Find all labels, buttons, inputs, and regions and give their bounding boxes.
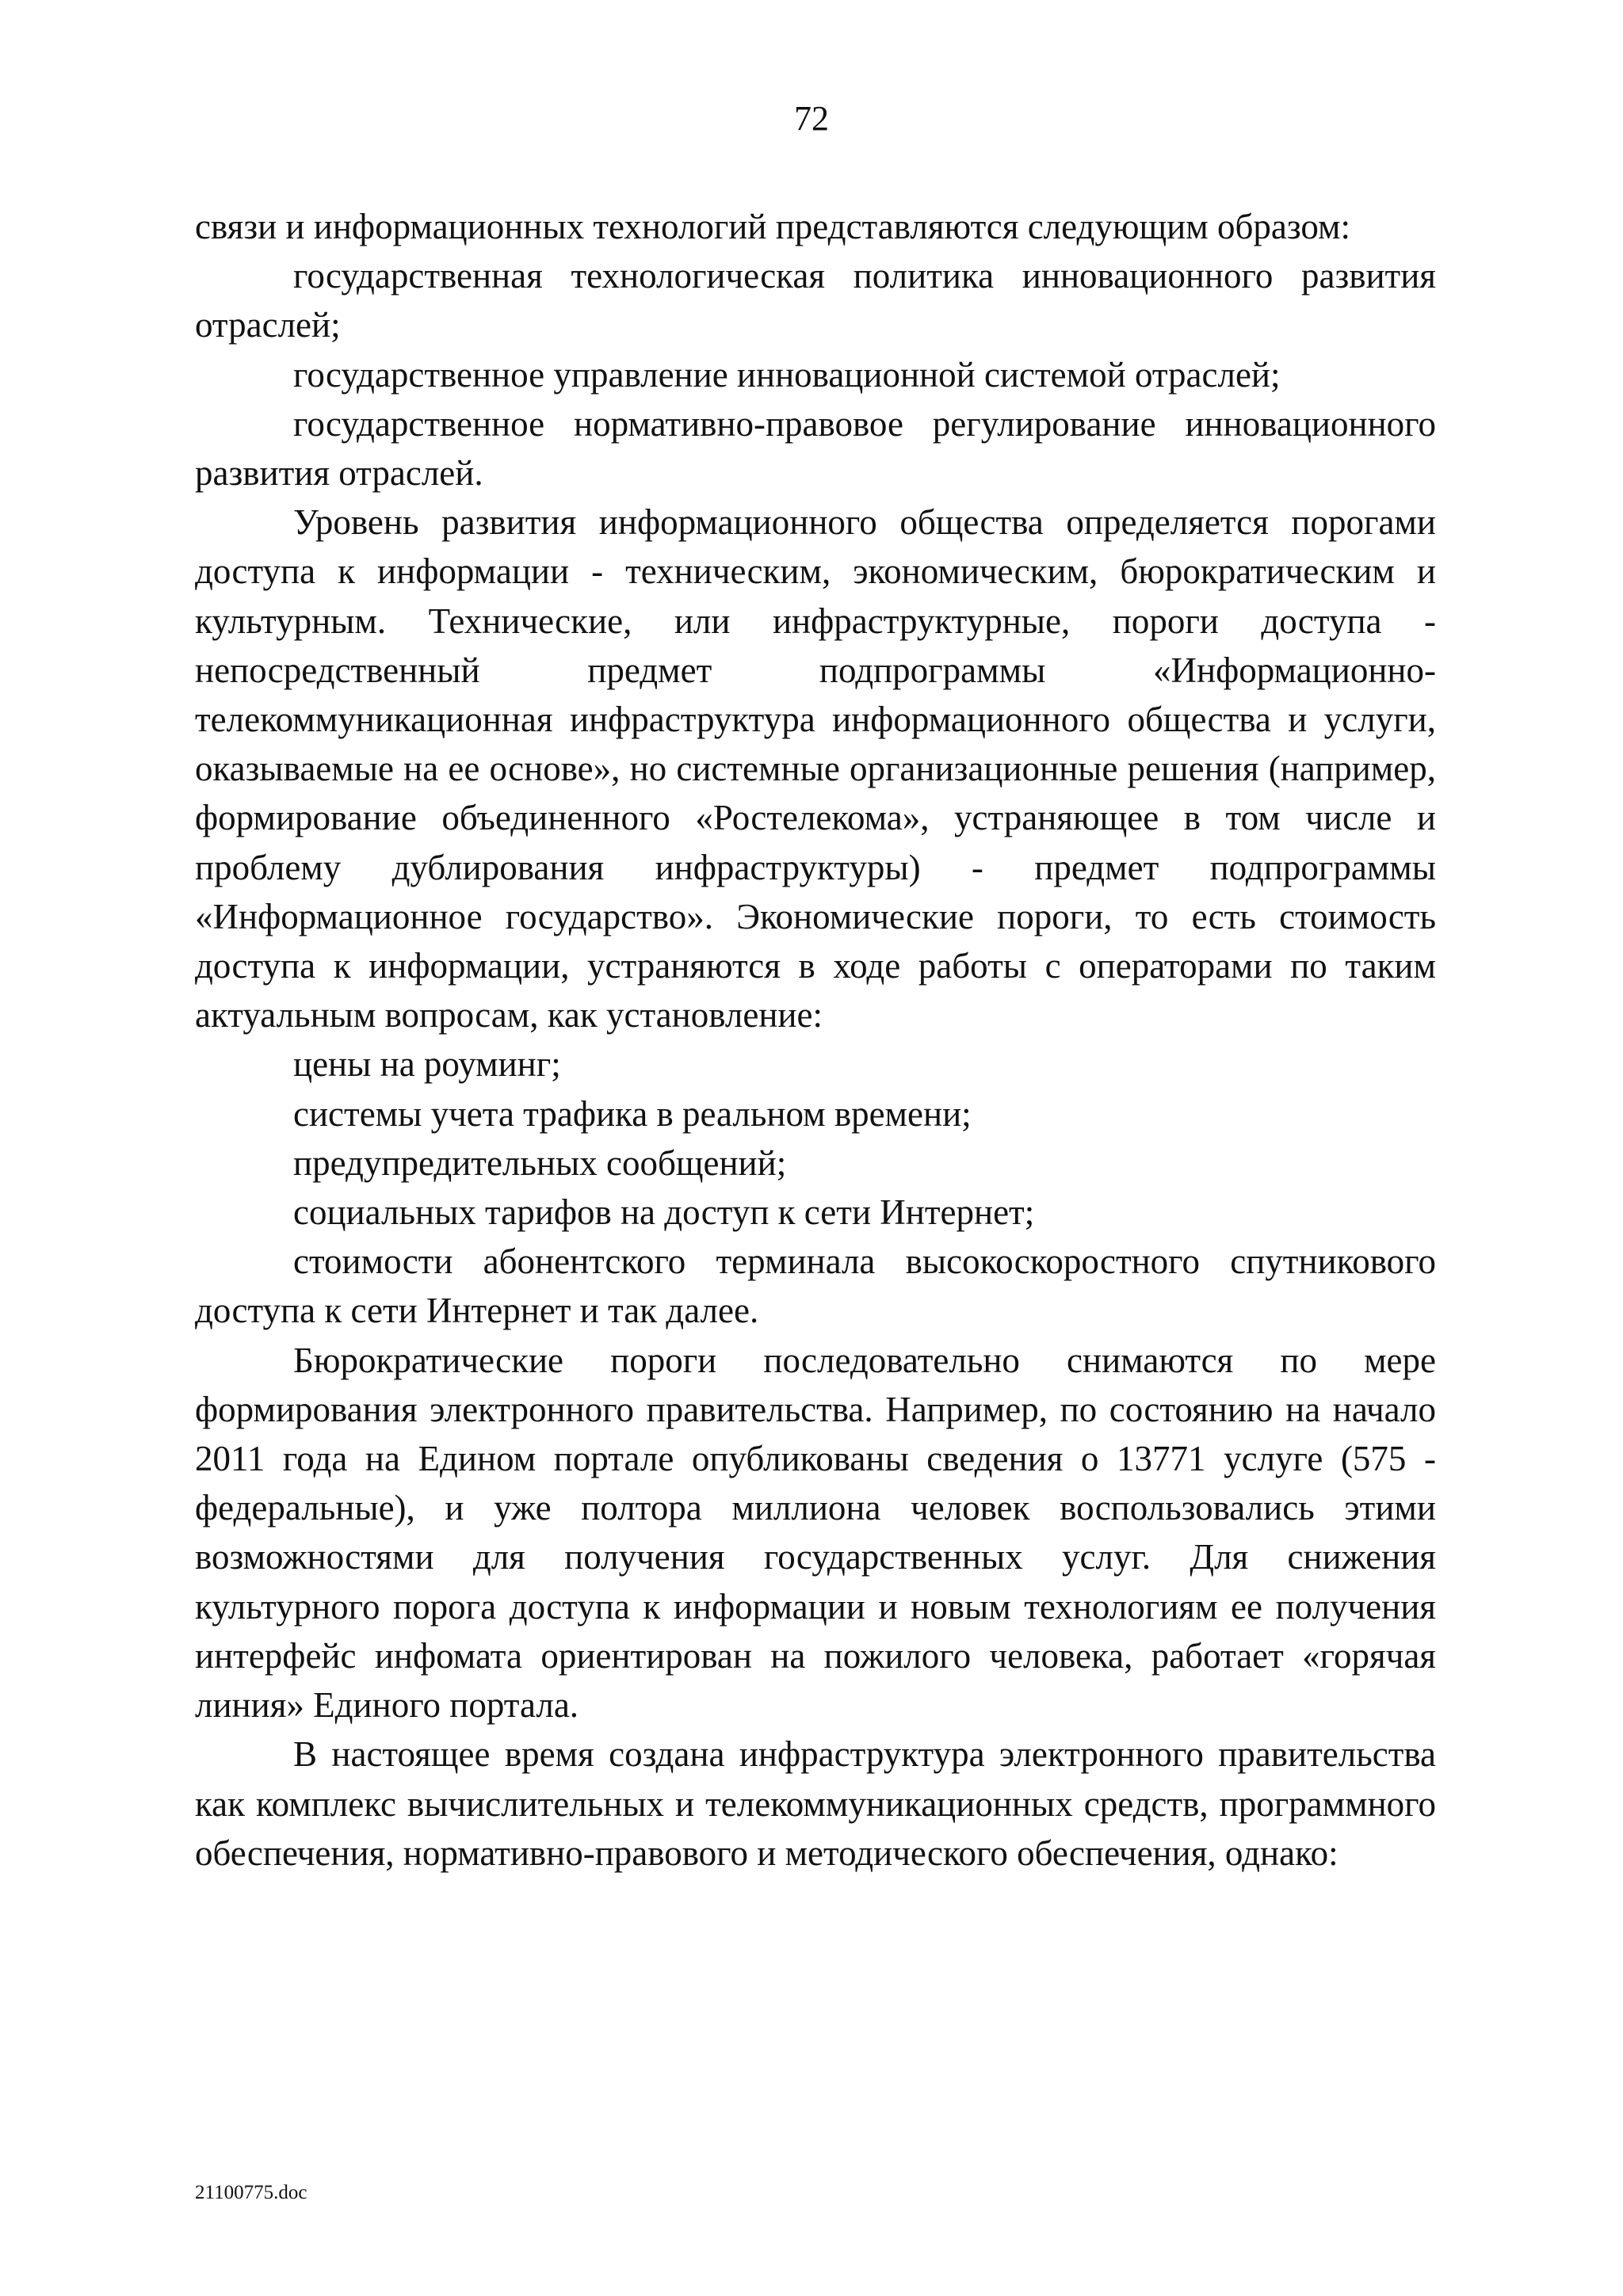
list-item: стоимости абонентского терминала высокоскоростного спутникового доступа к сети Интернет и так далее. — [195, 1241, 1436, 1331]
list-item: цены на роуминг; — [293, 1044, 561, 1085]
paragraph: Бюрократические пороги последовательно снимаются по мере формирования электронного правительства. Например, по состоянию на начало 2011 года на Едином портале опубликованы сведения о 13771 услуге (575 - федеральные), и уже полтора миллиона человек воспользовались этими возможностями для получения государственных услуг. Для снижения культурного порога доступа к информации и новым технологиям ее получения интерфейс инфомата ориентирован на пожилого человека, работает «горячая линия» Единого портала. — [195, 1340, 1436, 1726]
footer-filename: 21100775.doc — [195, 2182, 307, 2203]
list-item: государственное управление инновационной системой отраслей; — [293, 354, 1281, 395]
list-item: государственное нормативно-правовое регулирование инновационного развития отраслей. — [195, 403, 1436, 494]
list-item: системы учета трафика в реальном времени; — [293, 1093, 972, 1134]
document-body — [195, 202, 1436, 1878]
paragraph: В настоящее время создана инфраструктура электронного правительства как комплекс вычислительных и телекоммуникационных средств, программного обеспечения, нормативно-правового и методического обеспечения, однако: — [195, 1734, 1436, 1873]
paragraph: связи и информационных технологий представляются следующим образом: — [195, 207, 1350, 246]
page-number: 72 — [794, 99, 829, 138]
list-item: социальных тарифов на доступ к сети Интернет; — [293, 1192, 1035, 1233]
list-item: предупредительных сообщений; — [293, 1142, 787, 1183]
list-item: государственная технологическая политика инновационного развития отраслей; — [195, 256, 1436, 345]
paragraph: Уровень развития информационного общества определяется порогами доступа к информации - техническим, экономическим, бюрократическим и культурным. Технические, или инфраструктурные, пороги доступа - непосредственный предмет подпрограммы «Информационно-телекоммуникационная инфраструктура информационного общества и услуги, оказываемые на ее основе», но системные организационные решения (например, формирование объединенного «Ростелекома», устраняющее в том числе и проблему дублирования инфраструктуры) - предмет подпрограммы «Информационное государство». Экономические пороги, то есть стоимость доступа к информации, устраняются в ходе работы с операторами по таким актуальным вопросам, как установление: — [195, 502, 1436, 1035]
